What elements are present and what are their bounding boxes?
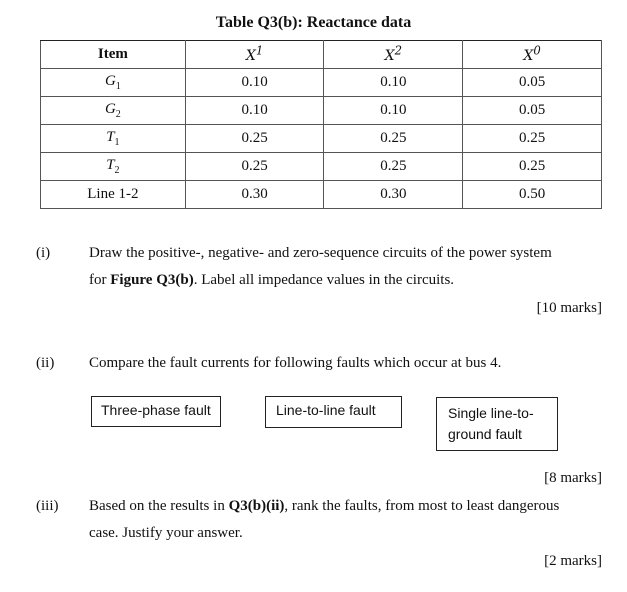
question-ii-text: Compare the fault currents for following faults which occur at bus 4. [89,355,502,371]
cell-x1: 0.25 [185,125,324,153]
table-header-row [41,41,602,69]
item-subscript: 1 [115,81,121,92]
table-row [41,181,602,209]
cell-x0: 0.25 [463,125,602,153]
question-number-ii: (ii) [36,355,55,371]
question-number-i: (i) [36,245,51,261]
cell-x2: 0.10 [324,97,463,125]
header-item: Item [41,41,186,69]
fault-box-slg-line2: ground fault [448,426,522,442]
question-i-line2-post: . Label all impedance values in the circuits. [193,272,455,288]
header-x2-sup: 2 [394,43,403,58]
row-item-g1 [41,69,186,97]
header-x1-base: X [245,48,256,65]
header-x0 [463,41,602,69]
item-symbol: T [106,157,115,173]
item-subscript: 2 [115,109,121,120]
figure-reference: Figure Q3(b) [110,272,194,288]
question-ii-marks: [8 marks] [544,470,602,486]
question-reference: Q3(b)(ii) [228,498,285,514]
row-item-line: Line 1-2 [41,181,186,209]
table-caption: Table Q3(b): Reactance data [215,14,412,31]
header-x1-sup: 1 [255,43,264,58]
cell-x1: 0.30 [185,181,324,209]
header-x1 [185,41,324,69]
table-row [41,69,602,97]
row-item-t1 [41,125,186,153]
cell-x1: 0.10 [185,97,324,125]
item-subscript: 1 [114,137,120,148]
question-iii-line1 [89,493,604,520]
question-iii-line1-pre: Based on the results in [89,498,229,514]
fault-box-slg-line1: Single line-to- [448,405,534,421]
cell-x0: 0.05 [463,97,602,125]
fault-box-line-to-line: Line-to-line fault [265,396,402,428]
question-i-line1: Draw the positive-, negative- and zero-sequence circuits of the power system [89,245,552,261]
cell-x0: 0.50 [463,181,602,209]
question-i-line2 [89,267,604,294]
question-iii-line2: case. Justify your answer. [89,525,243,541]
question-i-text [89,240,604,294]
cell-x0: 0.05 [463,69,602,97]
table-row [41,153,602,181]
item-symbol: T [106,129,115,145]
header-x0-sup: 0 [533,43,541,58]
cell-x2: 0.30 [324,181,463,209]
cell-x1: 0.25 [185,153,324,181]
cell-x2: 0.25 [324,153,463,181]
row-item-t2 [41,153,186,181]
question-i-line2-pre: for [89,272,111,288]
row-item-g2 [41,97,186,125]
cell-x2: 0.10 [324,69,463,97]
question-iii-line1-post: , rank the faults, from most to least dangerous [284,498,560,514]
table-row [41,97,602,125]
item-symbol: G [104,101,116,117]
item-symbol: G [104,73,116,89]
table-row [41,125,602,153]
question-iii-text [89,493,604,547]
fault-box-three-phase: Three-phase fault [91,396,221,427]
header-x2 [324,41,463,69]
cell-x0: 0.25 [463,153,602,181]
fault-box-single-line-to-ground [436,397,558,451]
cell-x2: 0.25 [324,125,463,153]
cell-x1: 0.10 [185,69,324,97]
question-iii-marks: [2 marks] [544,553,602,569]
question-number-iii: (iii) [36,498,59,514]
question-i-marks: [10 marks] [536,300,602,316]
reactance-table [40,40,602,209]
item-subscript: 2 [114,165,120,176]
header-x2-base: X [384,48,395,65]
header-x0-base: X [523,48,534,65]
